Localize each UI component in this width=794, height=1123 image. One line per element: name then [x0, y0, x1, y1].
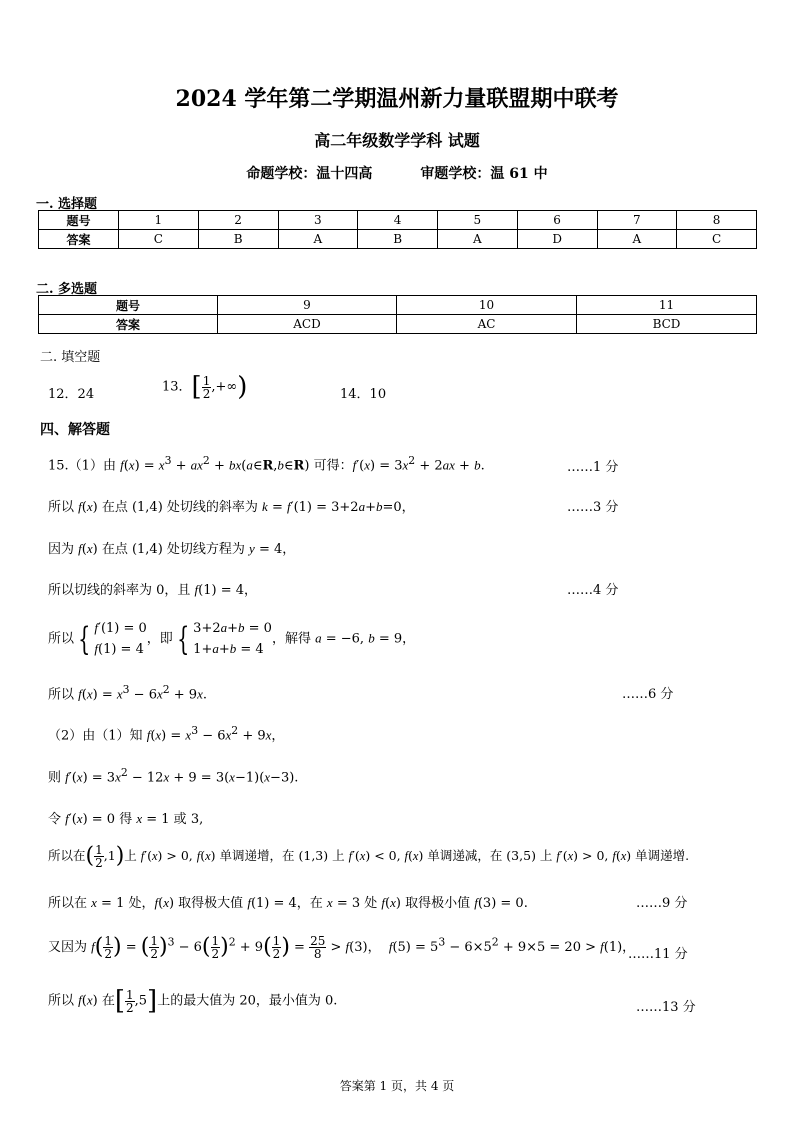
- answer-cell: C: [119, 230, 199, 249]
- solution-line: 所以在( $\frac{1}{2}$ ,1)上 f′(x) > 0, f(x) 单调递增，在 (1,3) 上 f′(x) < 0, f(x) 单调递减，在 (3,5) 上 f′(x) > 0, f(x) 单调递增.: [48, 843, 690, 870]
- answer-cell: D: [517, 230, 597, 249]
- choice-answer-table: [38, 210, 757, 249]
- score-mark: ……1 分: [567, 460, 619, 475]
- row-label: 题号: [39, 296, 218, 315]
- question-number: 3: [278, 211, 358, 230]
- solution-line: 所以 f(x) 在[ $\frac{1}{2}$ ,5]上的最大值为 20，最小值为 0.: [48, 986, 338, 1016]
- setter-school: 命题学校：温十四高: [246, 166, 373, 182]
- solution-line: 15.（1）由 $f(x) = x^3 + ax^2$ + bx(a∈R,b∈R) 可得：$f'(x) = 3x^2 + 2ax + b$.: [48, 454, 485, 474]
- solution-line: 所以 f(x) 在点 (1,4) 处切线的斜率为 k = f′(1) = 3+2a+b=0，: [48, 499, 415, 515]
- score-mark: ……3 分: [567, 500, 619, 515]
- question-number: 4: [358, 211, 438, 230]
- solution-line: 因为 f(x) 在点 (1,4) 处切线方程为 y = 4，: [48, 541, 296, 557]
- section3-heading: 二. 填空题: [40, 350, 101, 365]
- answer-q14: 14．10: [340, 387, 387, 402]
- question-number: 6: [517, 211, 597, 230]
- answer-cell: BCD: [577, 315, 757, 334]
- row-label: 题号: [39, 211, 119, 230]
- answer-cell: AC: [397, 315, 577, 334]
- answer-cell: A: [278, 230, 358, 249]
- answer-cell: C: [677, 230, 757, 249]
- question-number: 11: [577, 296, 757, 315]
- solution-line: 所以 $f(x) = x^3 - 6x^2 + 9x$.: [48, 683, 207, 703]
- question-number: 10: [397, 296, 577, 315]
- score-mark: ……13 分: [636, 1000, 696, 1015]
- score-mark: ……6 分: [622, 687, 674, 702]
- answer-cell: A: [597, 230, 677, 249]
- row-label: 答案: [39, 315, 218, 334]
- page-footer: 答案第 1 页，共 4 页: [339, 1079, 455, 1093]
- school-info: [0, 163, 794, 183]
- score-mark: ……9 分: [636, 896, 688, 911]
- reviewer-school: 审题学校：温 61 中: [420, 166, 548, 182]
- page-title: 2024 学年第二学期温州新力量联盟期中联考: [175, 86, 619, 112]
- score-mark: ……11 分: [628, 947, 688, 962]
- answer-cell: A: [438, 230, 518, 249]
- question-number: 7: [597, 211, 677, 230]
- solution-line: 所以切线的斜率为 0，且 f(1) = 4，: [48, 582, 258, 598]
- section4-heading: 四、解答题: [40, 422, 110, 438]
- page-subtitle: 高二年级数学学科 试题: [314, 131, 480, 150]
- question-number: 5: [438, 211, 518, 230]
- solution-line: 所以在 x = 1 处，f(x) 取得极大值 f(1) = 4，在 x = 3 处 f(x) 取得极小值 f(3) = 0.: [48, 895, 528, 911]
- solution-line: （2）由（1）知 $f(x) = x^3 - 6x^2 + 9x$，: [48, 724, 285, 744]
- answer-cell: B: [198, 230, 278, 249]
- question-number: 8: [677, 211, 757, 230]
- solution-line: 所以 { f′(1) = 0 f(1) = 4，即 { 3+2a+b = 0 1+a+b = 4，解得 a = −6, b = 9，: [48, 620, 416, 658]
- table-row: [39, 315, 757, 334]
- answer-q13: 13．[ $\frac{1}{2}$ ,+∞): [162, 372, 248, 402]
- answer-cell: B: [358, 230, 438, 249]
- question-number: 9: [218, 296, 397, 315]
- table-row: [39, 230, 757, 249]
- q13-label: 13．: [162, 379, 192, 395]
- question-number: 1: [119, 211, 199, 230]
- section1-heading: 一. 选择题: [36, 197, 98, 212]
- score-mark: ……4 分: [567, 583, 619, 598]
- solution-line: 令 f′(x) = 0 得 x = 1 或 3,: [48, 811, 204, 827]
- answer-cell: ACD: [218, 315, 397, 334]
- multi-choice-answer-table: [38, 295, 757, 334]
- row-label: 答案: [39, 230, 119, 249]
- question-number: 2: [198, 211, 278, 230]
- table-row: [39, 296, 757, 315]
- answer-q12: 12．24: [48, 387, 95, 402]
- table-row: [39, 211, 757, 230]
- section2-heading: 二. 多选题: [36, 282, 98, 297]
- solution-line: 则 $f'(x) = 3x^2 - 12x + 9 = 3(x-1)(x-3)$.: [48, 766, 299, 786]
- solution-line: 又因为 f( $\frac{1}{2}$ ) = ( $\frac{1}{2}$ )$^3$ − 6( $\frac{1}{2}$ )$^2$ + 9( $\frac{1}{2}$ ) = $\frac{25}{8}$ > f(3)， $f(5) = 5^3 - 6\times 5^2 + 9\times 5 = 20 > f(1)$，: [48, 934, 636, 961]
